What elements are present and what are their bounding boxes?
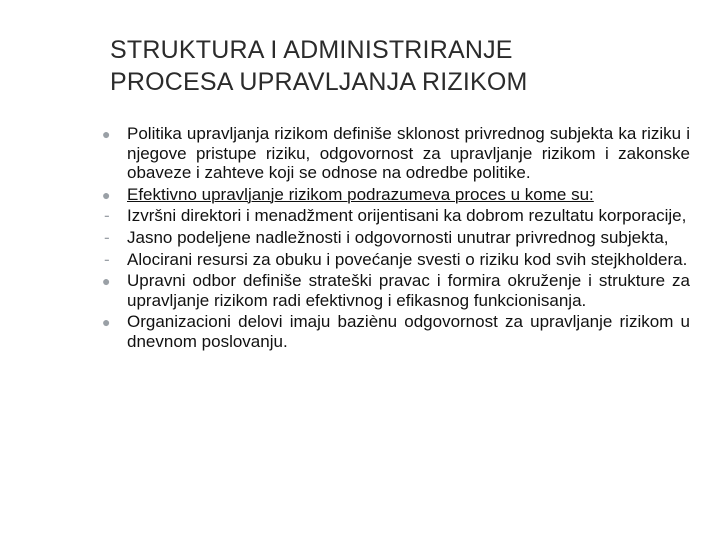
dash-text: Jasno podeljene nadležnosti i odgovornosti unutrar privrednog subjekta, bbox=[127, 227, 669, 247]
bullet-item bbox=[100, 185, 690, 205]
dash-item bbox=[100, 228, 690, 248]
title-line-1: STRUKTURA I ADMINISTRIRANJE bbox=[110, 36, 513, 64]
bullet-item bbox=[100, 312, 690, 351]
dash-text: Alocirani resursi za obuku i povećanje svesti o riziku kod svih stejkholdera. bbox=[127, 249, 688, 269]
bullet-text: Politika upravljanja rizikom definiše sklonost privrednog subjekta ka riziku i njegove pristupe riziku, odgovornost za upravljanje rizikom i zakonske obaveze i zahteve koji se odnose na odredbe politike. bbox=[127, 124, 690, 183]
dash-item bbox=[100, 250, 690, 270]
slide-content bbox=[100, 124, 690, 354]
dot-bullet-icon: ● bbox=[102, 273, 111, 290]
slide-title bbox=[110, 34, 690, 98]
dash-text: Izvršni direktori i menadžment orijentisani ka dobrom rezultatu korporacije, bbox=[127, 206, 687, 226]
bullet-text: Efektivno upravljanje rizikom podrazumeva proces u kome su: bbox=[127, 184, 594, 204]
dot-bullet-icon: ● bbox=[102, 186, 111, 203]
dash-marker: - bbox=[104, 206, 110, 226]
dot-bullet-icon: ● bbox=[102, 314, 111, 331]
dash-item bbox=[100, 206, 690, 226]
bullet-item bbox=[100, 271, 690, 310]
bullet-text: Upravni odbor definiše strateški pravac i formira okruženje i strukture za upravljanje rizikom radi efektivnog i efikasnog funkcionisanja. bbox=[127, 271, 690, 310]
dash-marker: - bbox=[104, 227, 110, 247]
bullet-text: Organizacioni delovi imaju baziènu odgovornost za upravljanje rizikom u dnevnom poslovanju. bbox=[127, 312, 690, 351]
bullet-item bbox=[100, 124, 690, 183]
dash-marker: - bbox=[104, 249, 110, 269]
title-line-2: PROCESA UPRAVLJANJA RIZIKOM bbox=[110, 68, 528, 96]
dot-bullet-icon: ● bbox=[102, 126, 111, 142]
